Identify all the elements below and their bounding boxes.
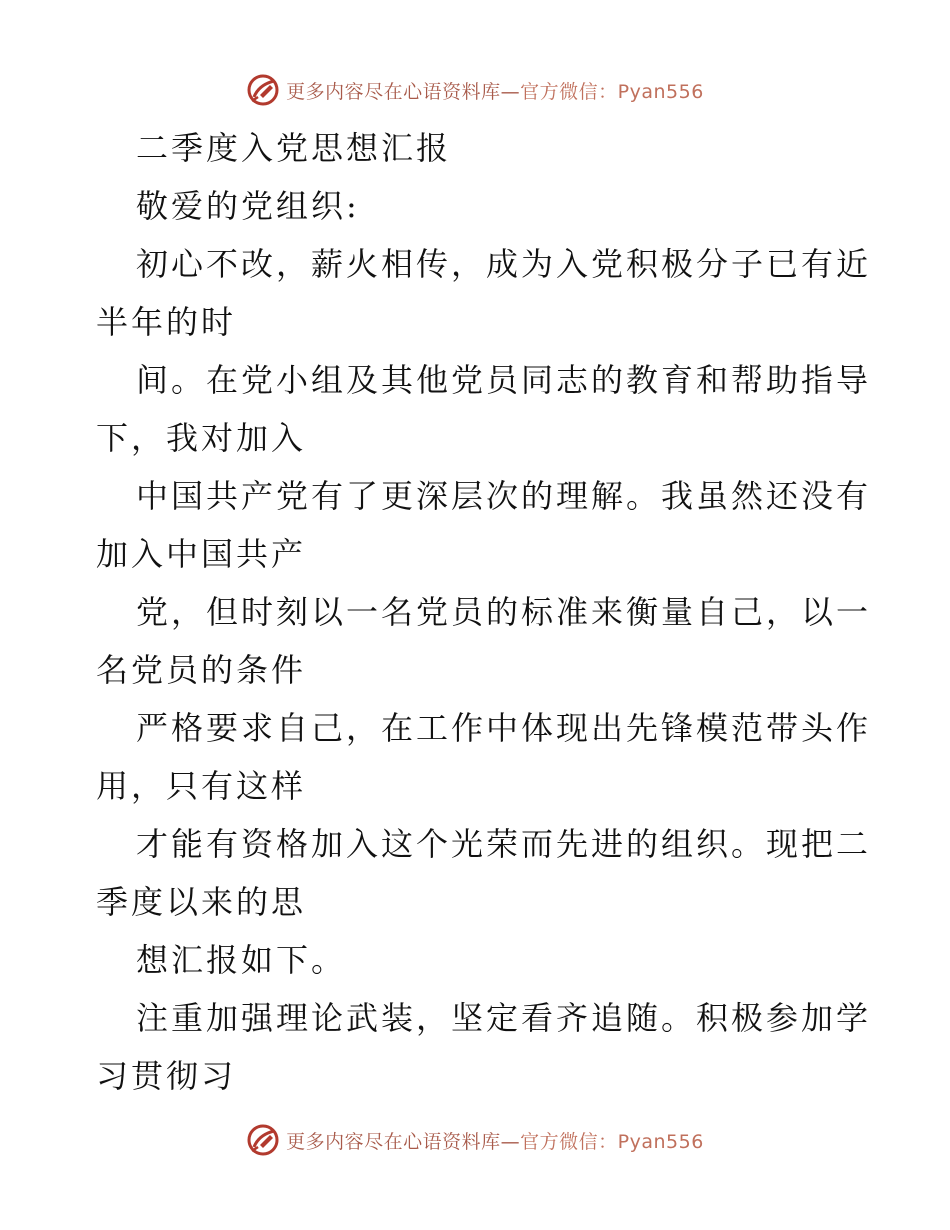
doc-line: 党，但时刻以一名党员的标准来衡量自己，以一 — [136, 593, 872, 631]
header-banner-wechat: 官方微信：Pyan556 — [520, 80, 704, 103]
doc-line: 初心不改，薪火相传，成为入党积极分子已有近 — [136, 245, 872, 283]
doc-title: 二季度入党思想汇报 — [136, 129, 452, 167]
doc-line: 用，只有这样 — [96, 767, 307, 805]
header-banner-inner — [246, 73, 704, 107]
doc-line: 才能有资格加入这个光荣而先进的组织。现把二 — [136, 825, 872, 863]
doc-line: 中国共产党有了更深层次的理解。我虽然还没有 — [136, 477, 872, 515]
doc-line: 想汇报如下。 — [136, 941, 347, 979]
footer-banner-main: 更多内容尽在心语资料库 — [286, 1130, 501, 1153]
doc-line: 半年的时 — [96, 303, 237, 341]
footer-banner-inner — [246, 1123, 704, 1157]
footer-banner-sep: — — [500, 1130, 521, 1153]
header-banner-sep: — — [500, 80, 521, 103]
logo-icon — [246, 73, 280, 107]
doc-line: 名党员的条件 — [96, 651, 307, 689]
doc-line: 注重加强理论武装，坚定看齐追随。积极参加学 — [136, 999, 872, 1037]
doc-line: 间。在党小组及其他党员同志的教育和帮助指导 — [136, 361, 872, 399]
doc-greeting: 敬爱的党组织: — [136, 187, 360, 225]
footer-banner-wechat: 官方微信：Pyan556 — [520, 1130, 704, 1153]
doc-line: 季度以来的思 — [96, 883, 307, 921]
doc-line: 下，我对加入 — [96, 419, 307, 457]
header-banner — [0, 70, 950, 110]
doc-line: 严格要求自己，在工作中体现出先锋模范带头作 — [136, 709, 872, 747]
footer-banner-text — [286, 1127, 704, 1154]
header-banner-main: 更多内容尽在心语资料库 — [286, 80, 501, 103]
doc-line: 加入中国共产 — [96, 535, 307, 573]
header-banner-text — [286, 77, 704, 104]
logo-icon — [246, 1123, 280, 1157]
doc-line: 习贯彻习 — [96, 1057, 237, 1095]
footer-banner — [0, 1120, 950, 1160]
